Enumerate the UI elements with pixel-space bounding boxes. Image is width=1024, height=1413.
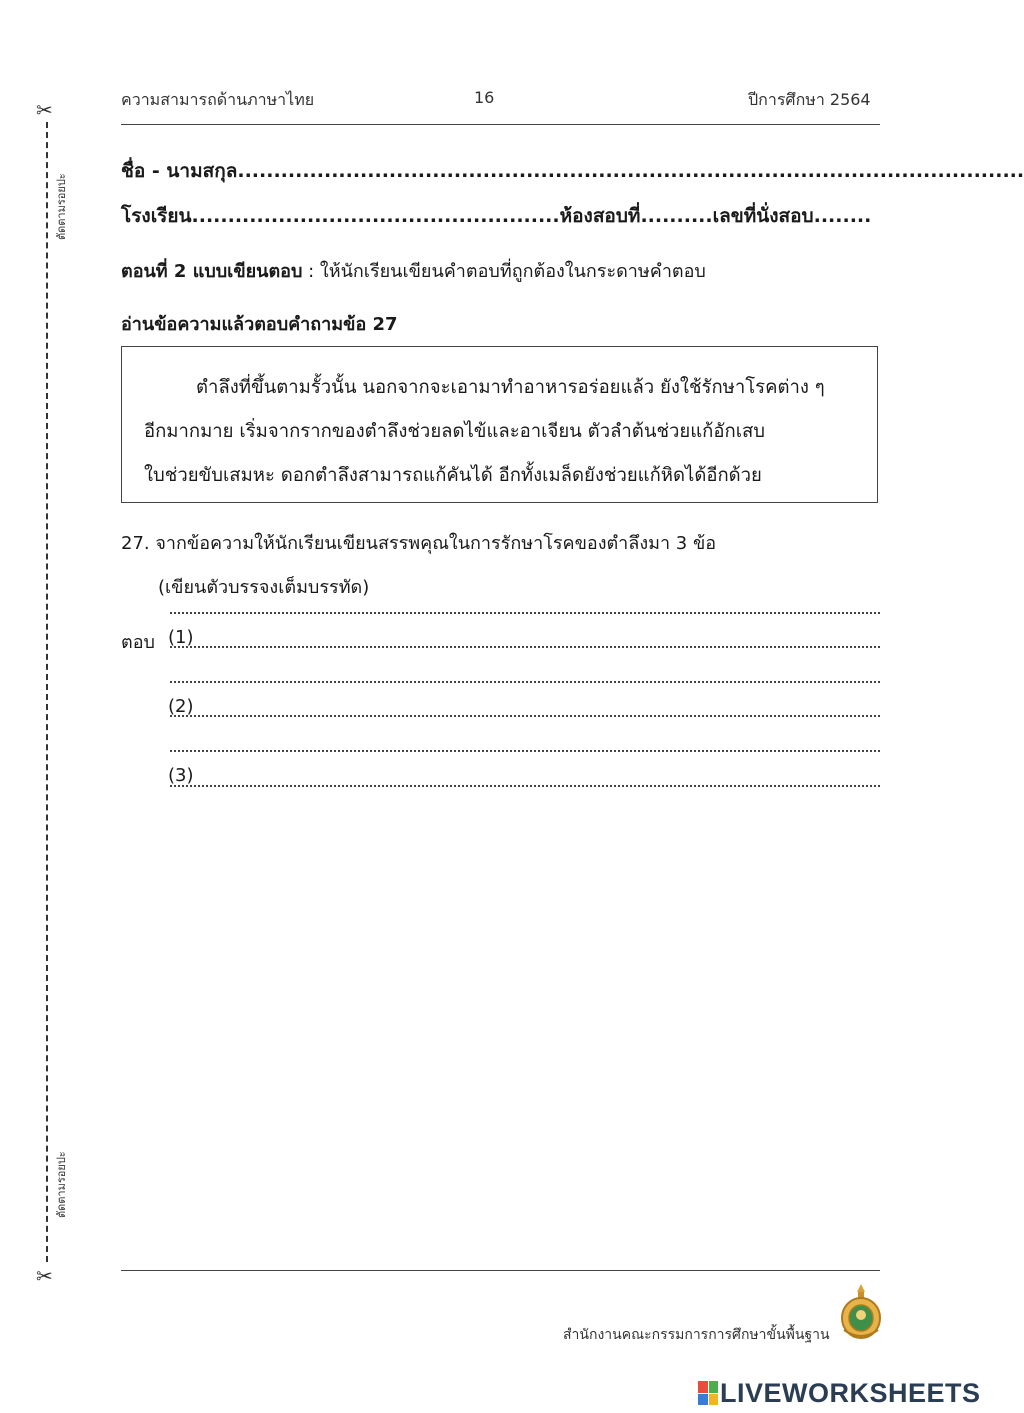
room-label: ห้องสอบที่: [559, 205, 641, 227]
question-text: 27. จากข้อความให้นักเรียนเขียนสรรพคุณในการรักษาโรคของตำลึงมา 3 ข้อ: [121, 533, 717, 554]
passage-line-2: อีกมากมาย เริ่มจากรากของตำลึงช่วยลดไข้และอาเจียน ตัวลำต้นช่วยแก้อักเสบ: [144, 421, 766, 442]
answer-label: ตอบ: [121, 632, 155, 653]
passage-box: [121, 346, 878, 503]
scissors-icon: ✂: [36, 1264, 53, 1288]
name-label: ชื่อ - นามสกุล: [121, 160, 238, 182]
answer-item-3-label: (3): [168, 765, 194, 786]
question-note: (เขียนตัวบรรจงเต็มบรรทัด): [158, 577, 370, 598]
passage-line-3: ใบช่วยขับเสมหะ ดอกตำลึงสามารถแก้คันได้ อีกทั้งเมล็ดยังช่วยแก้หิดได้อีกด้วย: [144, 465, 762, 486]
read-prompt: อ่านข้อความแล้วตอบคำถามข้อ 27: [121, 314, 398, 335]
cut-label-top: ตัดตามรอยปะ: [55, 173, 68, 240]
page-number: 16: [474, 88, 495, 107]
obec-emblem-icon: [838, 1282, 884, 1342]
answer-line[interactable]: [170, 612, 880, 614]
section-heading: [121, 256, 706, 285]
answer-item-2-label: (2): [168, 696, 194, 717]
office-name: สำนักงานคณะกรรมการการศึกษาขั้นพื้นฐาน: [563, 1327, 830, 1343]
cut-dashed-line: [46, 122, 48, 1262]
answer-item-1-label: (1): [168, 627, 194, 648]
seat-label: เลขที่นั่งสอบ: [712, 205, 814, 227]
answer-line[interactable]: [170, 750, 880, 752]
passage-line-1: ตำลึงที่ขึ้นตามรั้วนั้น นอกจากจะเอามาทำอาหารอร่อยแล้ว ยังใช้รักษาโรคต่าง ๆ: [196, 377, 825, 398]
section-instruction: : ให้นักเรียนเขียนคำตอบที่ถูกต้องในกระดาษคำตอบ: [302, 261, 706, 282]
school-field: โรงเรียน...................................................ห้องสอบที่..........เลขที่นั่งสอบ........: [121, 205, 872, 227]
scissors-icon: ✂: [36, 98, 53, 122]
answer-line[interactable]: [170, 681, 880, 683]
brand-grid-icon: [698, 1381, 718, 1405]
section-title: ตอนที่ 2 แบบเขียนตอบ: [121, 261, 303, 282]
header-year: ปีการศึกษา 2564: [748, 90, 871, 109]
header-rule: [121, 124, 880, 125]
footer-rule: [121, 1270, 880, 1271]
brand-wordmark: LIVEWORKSHEETS: [720, 1377, 981, 1408]
header-subject: ความสามารถด้านภาษาไทย: [121, 90, 315, 109]
cut-label-bottom: ตัดตามรอยปะ: [55, 1151, 68, 1218]
answer-line[interactable]: [170, 646, 880, 648]
answer-line[interactable]: [170, 785, 880, 787]
school-label: โรงเรียน: [121, 205, 192, 227]
name-field: ชื่อ - นามสกุล.............................................................................................................: [121, 160, 1024, 182]
answer-line[interactable]: [170, 715, 880, 717]
liveworksheets-logo: [698, 1378, 981, 1408]
